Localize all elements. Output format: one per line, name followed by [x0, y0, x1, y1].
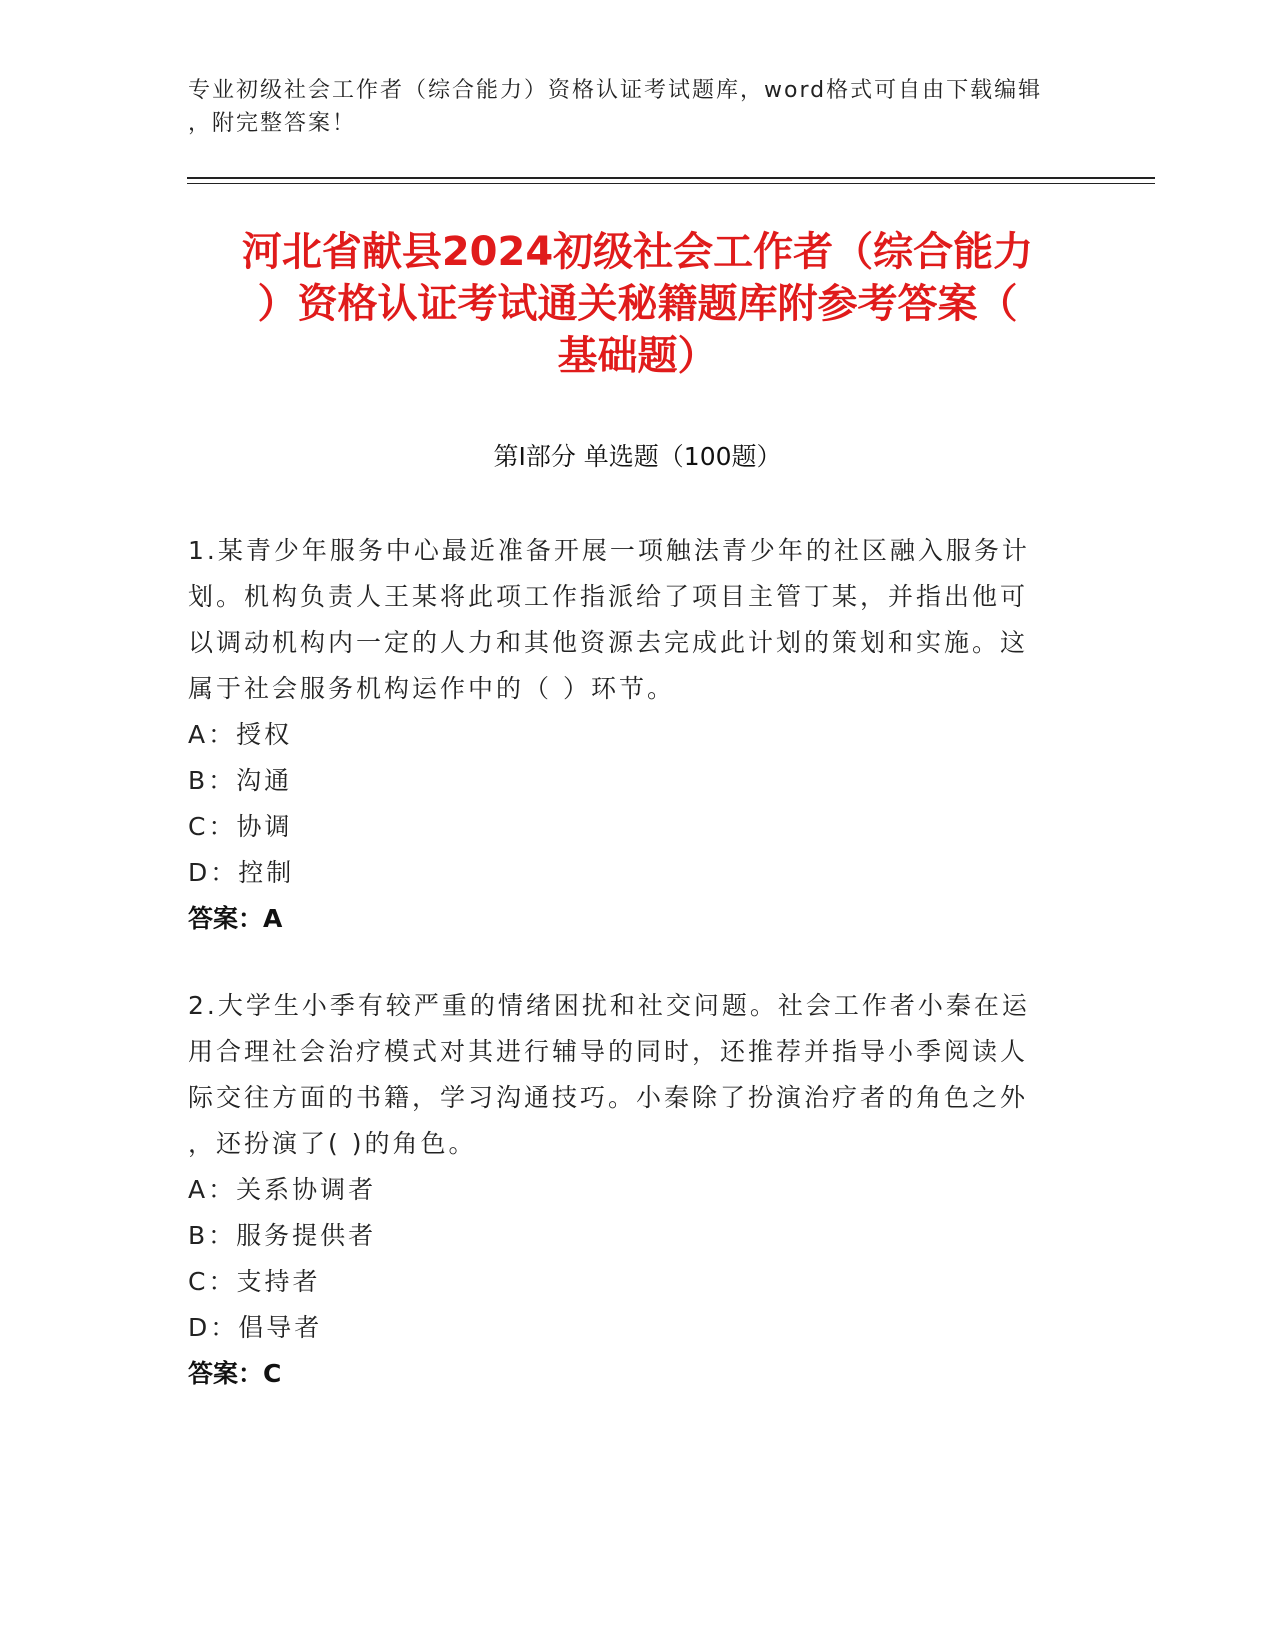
header-divider-thick — [187, 177, 1155, 179]
header-note-line: 专业初级社会工作者（综合能力）资格认证考试题库，word格式可自由下载编辑 — [188, 78, 1043, 103]
answer-option: A：关系协调者 — [188, 1175, 377, 1204]
question-stem-line: 以调动机构内一定的人力和其他资源去完成此计划的策划和实施。这 — [188, 628, 1029, 657]
section-heading: 第Ⅰ部分 单选题（100题） — [493, 442, 782, 471]
answer-option: C：支持者 — [188, 1267, 321, 1296]
document-header-note — [188, 74, 1088, 140]
answer-option: D：倡导者 — [188, 1313, 323, 1342]
title-line: ）资格认证考试通关秘籍题库附参考答案（ — [257, 281, 1018, 327]
answer-option: D：控制 — [188, 858, 295, 887]
document-title — [150, 226, 1125, 382]
question-stem-line: 1.某青少年服务中心最近准备开展一项触法青少年的社区融入服务计 — [188, 536, 1030, 565]
question-stem-line: 2.大学生小季有较严重的情绪困扰和社交问题。社会工作者小秦在运 — [188, 991, 1030, 1020]
answer-option: B：服务提供者 — [188, 1221, 377, 1250]
correct-answer: 答案：A — [188, 904, 283, 933]
question-stem-line: 划。机构负责人王某将此项工作指派给了项目主管丁某，并指出他可 — [188, 582, 1029, 611]
correct-answer: 答案：C — [188, 1359, 282, 1388]
question-item — [188, 983, 1088, 1397]
answer-option: A：授权 — [188, 720, 293, 749]
header-note-line: ，附完整答案！ — [188, 111, 357, 136]
header-divider-thin — [187, 183, 1155, 184]
title-line: 基础题） — [557, 333, 718, 379]
question-stem-line: 际交往方面的书籍，学习沟通技巧。小秦除了扮演治疗者的角色之外 — [188, 1083, 1029, 1112]
title-line: 河北省献县2024初级社会工作者（综合能力 — [241, 229, 1034, 275]
answer-option: B：沟通 — [188, 766, 293, 795]
question-stem-line: ，还扮演了( )的角色。 — [188, 1129, 477, 1158]
question-stem-line: 用合理社会治疗模式对其进行辅导的同时，还推荐并指导小季阅读人 — [188, 1037, 1029, 1066]
question-stem-line: 属于社会服务机构运作中的（ ）环节。 — [188, 674, 675, 703]
answer-option: C：协调 — [188, 812, 293, 841]
question-item — [188, 528, 1088, 942]
